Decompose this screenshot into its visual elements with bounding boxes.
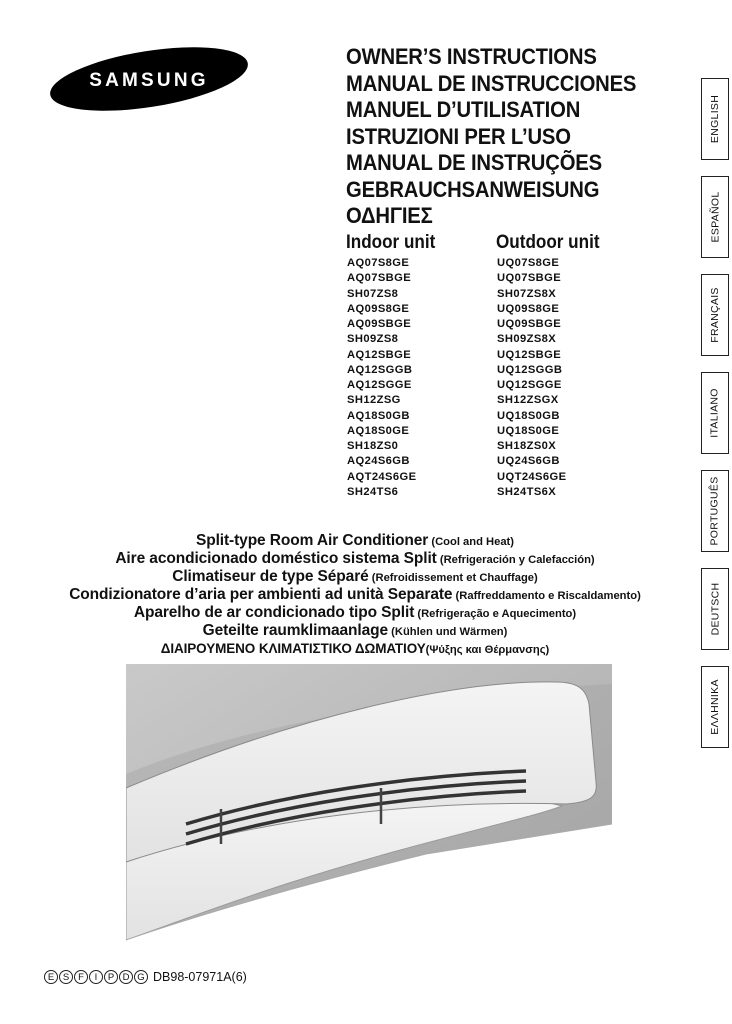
title-spanish: MANUAL DE INSTRUCCIONES [346, 70, 637, 96]
indoor-model: AQ07S8GE [347, 257, 410, 269]
subtitle-note: (Ψύξης και Θέρμανσης) [425, 644, 550, 656]
tab-label: PORTUGUÊS [709, 476, 721, 546]
tab-english[interactable] [701, 78, 729, 160]
indoor-unit-heading: Indoor unit [346, 232, 436, 253]
language-code-badge: D [119, 970, 133, 984]
subtitle-greek [0, 640, 710, 658]
indoor-model: AQ09SBGE [347, 318, 412, 330]
outdoor-model: SH24TS6X [497, 485, 557, 498]
title-french: MANUEL D’UTILISATION [346, 97, 581, 122]
outdoor-model: SH18ZS0X [497, 440, 557, 452]
indoor-model: SH18ZS0 [347, 440, 399, 452]
subtitle-note: (Kühlen und Wärmen) [388, 626, 508, 638]
subtitle-main: Geteilte raumklimaanlage [202, 622, 389, 639]
language-code-badge: E [44, 970, 58, 984]
outdoor-model: UQ07SBGE [497, 272, 562, 285]
indoor-model: SH24TS6 [347, 485, 399, 498]
outdoor-model: UQ12SGGB [497, 363, 563, 376]
tab-francais[interactable] [701, 274, 729, 356]
language-code-badge: I [89, 970, 103, 984]
indoor-model: AQ12SGGB [347, 363, 413, 376]
subtitle-main: ΔΙΑΙΡΟΥΜΕΝΟ ΚΛΙΜΑΤΙΣΤΙΚΟ ΔΩΜΑΤΙΟΥ [160, 641, 426, 656]
outdoor-model: SH07ZS8X [497, 287, 557, 300]
logo-text: SAMSUNG [89, 70, 209, 91]
indoor-model: SH09ZS8 [347, 333, 399, 346]
subtitle-main: Condizionatore d’aria per ambienti ad unità Separate [69, 586, 453, 603]
indoor-model: AQ12SBGE [347, 348, 412, 361]
tab-label: ESPAÑOL [709, 191, 721, 243]
outdoor-model: UQ18S0GB [497, 409, 560, 422]
tab-label: FRANÇAIS [709, 287, 721, 343]
subtitle-english [0, 532, 710, 550]
title-german: GEBRAUCHSANWEISUNG [346, 176, 600, 202]
subtitle-portuguese [0, 604, 710, 622]
tab-label: ENGLISH [709, 94, 722, 144]
title-english: OWNER’S INSTRUCTIONS [346, 44, 597, 69]
outdoor-model: UQ24S6GB [497, 455, 560, 468]
tab-italiano[interactable] [701, 372, 729, 454]
indoor-unit-illustration [126, 664, 612, 958]
indoor-model: SH07ZS8 [347, 287, 399, 300]
outdoor-model: UQ18S0GE [497, 424, 560, 437]
subtitle-note: (Refrigeración y Calefacción) [436, 554, 595, 566]
indoor-model: AQ24S6GB [347, 455, 410, 468]
subtitle-italian [0, 586, 710, 604]
subtitle-spanish [0, 550, 710, 568]
subtitle-main: Aparelho de ar condicionado tipo Split [133, 604, 415, 621]
document-code: DB98-07971A(6) [153, 970, 247, 984]
subtitle-main: Split-type Room Air Conditioner [195, 532, 429, 549]
language-code-badge: P [104, 970, 118, 984]
language-code-badge: F [74, 970, 88, 984]
outdoor-model: UQ12SGGE [497, 379, 562, 391]
subtitle-german [0, 622, 710, 640]
outdoor-model: UQ09SBGE [497, 318, 562, 330]
subtitle-note: (Raffreddamento e Riscaldamento) [452, 590, 641, 602]
outdoor-model: SH09ZS8X [497, 333, 557, 346]
title-italian: ISTRUZIONI PER L’USO [346, 123, 571, 149]
title-portuguese: MANUAL DE INSTRUÇÕES [346, 150, 602, 175]
indoor-model: AQ18S0GB [347, 409, 410, 422]
language-code-badge: G [134, 970, 148, 984]
indoor-model: AQ09S8GE [347, 302, 410, 315]
tab-espanol[interactable] [701, 176, 729, 258]
samsung-logo [48, 44, 250, 114]
tab-ellinika[interactable] [701, 666, 729, 748]
subtitle-note: (Refroidissement et Chauffage) [368, 572, 538, 584]
language-code-badge: S [59, 970, 73, 984]
indoor-model-list [347, 256, 417, 500]
outdoor-model: UQT24S6GE [497, 470, 567, 483]
subtitle-main: Aire acondicionado doméstico sistema Split [115, 550, 437, 567]
title-greek: ΟΔΗΓΙΕΣ [346, 203, 433, 228]
outdoor-model: UQ12SBGE [497, 348, 562, 361]
indoor-model: AQ12SGGE [347, 379, 412, 391]
indoor-model: AQT24S6GE [347, 470, 417, 483]
subtitle-french [0, 568, 710, 586]
indoor-model: AQ07SBGE [347, 272, 412, 285]
outdoor-unit-heading: Outdoor unit [496, 232, 600, 253]
tab-label: ΕΛΛΗΝΙΚΑ [709, 679, 721, 735]
outdoor-model: UQ07S8GE [497, 257, 560, 269]
footer [44, 968, 247, 986]
outdoor-model: SH12ZSGX [497, 394, 559, 407]
manual-titles [346, 44, 676, 230]
indoor-model: SH12ZSG [347, 394, 401, 407]
indoor-model: AQ18S0GE [347, 424, 410, 437]
subtitle-note: (Refrigeração e Aquecimento) [414, 608, 577, 620]
subtitle-main: Climatiseur de type Séparé [172, 568, 369, 585]
tab-label: DEUTSCH [709, 582, 722, 636]
outdoor-model-list [497, 256, 567, 500]
outdoor-model: UQ09S8GE [497, 302, 560, 315]
subtitle-note: (Cool and Heat) [428, 536, 515, 548]
tab-label: ITALIANO [709, 388, 721, 438]
